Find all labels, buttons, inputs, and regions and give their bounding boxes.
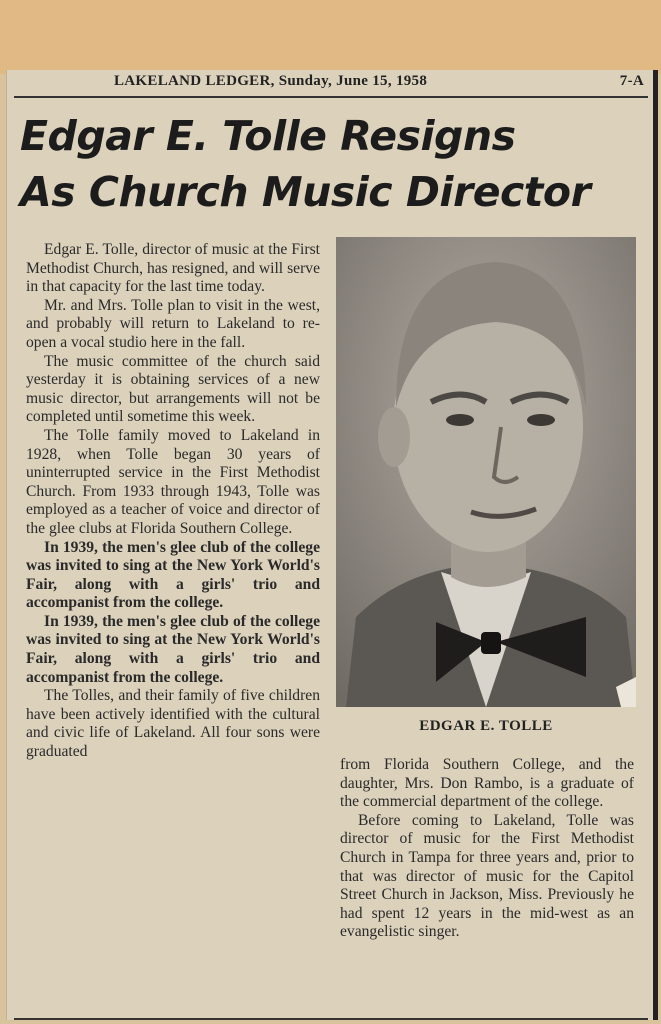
page-number: 7-A (619, 73, 644, 89)
article-paragraph: Edgar E. Tolle, director of music at the First Methodist Church, has resigned, and will serve in that capacity for the last time today. (26, 241, 320, 296)
article-paragraph-bold: In 1939, the men's glee club of the college was invited to sing at the New York World's Fair, along with a girls' trio and accompanist from the college. (26, 612, 320, 686)
article-paragraph: Mr. and Mrs. Tolle plan to visit in the west, and probably will return to Lakeland to re-open a vocal studio here in the fall. (26, 296, 320, 351)
headline-line-1: Edgar E. Tolle Resigns (20, 112, 516, 160)
tape-strip (0, 0, 661, 74)
page-folio-line (14, 70, 648, 98)
article-paragraph: The Tolle family moved to Lakeland in 1928, when Tolle began 30 years of uninterrupted service in the First Methodist Church. From 1933 through 1943, Tolle was employed as a teacher of voice and director of the glee clubs at Florida Southern College. (26, 426, 320, 537)
article-paragraph: from Florida Southern College, and the daughter, Mrs. Don Rambo, is a graduate of the commercial department of the college. (340, 756, 634, 811)
photo-caption: EDGAR E. TOLLE (419, 718, 553, 734)
folio-text: LAKELAND LEDGER, Sunday, June 15, 1958 (114, 73, 428, 89)
portrait-photo (336, 237, 636, 707)
article-paragraph: The music committee of the church said yesterday it is obtaining services of a new music director, but arrangements will not be completed until sometime this week. (26, 352, 320, 426)
bottom-rule (14, 1018, 648, 1020)
headline-line-2: As Church Music Director (20, 168, 591, 216)
article-column-2 (340, 756, 634, 942)
article-paragraph-bold: In 1939, the men's glee club of the college was invited to sing at the New York World's Fair, along with a girls' trio and accompanist from the college. (26, 538, 320, 612)
article-paragraph: Before coming to Lakeland, Tolle was director of music for the First Methodist Church in Tampa for three years and, prior to that was director of music for the Capitol Street Church in Jackson, Miss. Previously he had spent 12 years in the mid-west as an evangelistic singer. (340, 811, 634, 941)
article-paragraph: The Tolles, and their family of five children have been actively identified with the cultural and civic life of Lakeland. All four sons were graduated (26, 687, 320, 761)
headline (20, 108, 640, 220)
portrait-illustration (336, 237, 636, 707)
right-edge-shadow (653, 70, 658, 1020)
article-column-1 (26, 241, 320, 762)
